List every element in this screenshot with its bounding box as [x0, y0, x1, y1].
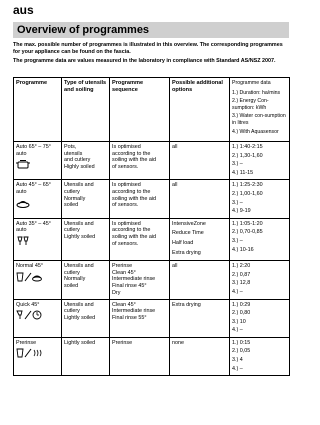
type-line: utensils	[64, 150, 83, 157]
header-options: Possible additional options	[170, 78, 230, 142]
cell-programme	[14, 218, 62, 260]
data-value: 3.) –	[232, 161, 243, 168]
programme-symbol-label: auto	[16, 227, 27, 234]
data-value: 1.) 1:40-2:15	[232, 144, 263, 150]
header-data-title: Programme data	[232, 80, 271, 86]
sequence-line: Intermediate rinse	[112, 276, 156, 283]
header-programme-data	[230, 78, 290, 142]
type-line: Lightly soiled	[64, 233, 96, 240]
header-data-item-aquasensor: 4.) With Aquasensor	[232, 128, 279, 135]
sequence-line: soiling with the aid	[112, 233, 157, 240]
intro-paragraph-2: The programme data are values measured in the laboratory in compliance with Standard AS/NSZ 2007.	[13, 58, 276, 64]
sequence-line: Clean 45°	[112, 269, 136, 276]
cell-sequence	[110, 218, 170, 260]
sequence-line: of sensors.	[112, 202, 139, 209]
option-item: Extra drying	[172, 249, 201, 256]
table-header-row	[14, 78, 290, 142]
sequence-line: according to the	[112, 150, 151, 157]
cell-programme	[14, 299, 62, 337]
intro-paragraph-1: The max. possible number of programmes is illustrated in this overview. The corresponding programmes for your appliance can be found on the fascia.	[13, 42, 283, 55]
data-value: 4.) 11-15	[232, 169, 254, 176]
glasses-icon	[16, 236, 59, 246]
cell-type	[62, 142, 110, 180]
cell-data	[230, 142, 290, 180]
sequence-line: soiling with the aid	[112, 195, 157, 202]
sequence-line: Prerinse	[112, 339, 133, 346]
programme-table	[13, 77, 290, 376]
option-item: all	[172, 263, 178, 270]
data-value: 3.) –	[232, 237, 243, 244]
option-item: IntensiveZone	[172, 220, 206, 227]
cell-programme	[14, 337, 62, 375]
header-data-item-energy: 2.) Energy Con-sumption: kWh	[232, 98, 269, 111]
data-value: 3.) 10	[232, 318, 246, 325]
option-item: Reduce Time	[172, 230, 204, 237]
table-row	[14, 180, 290, 218]
header-programme: Programme	[14, 78, 62, 142]
dishes-icon	[16, 198, 59, 208]
sequence-line: of sensors.	[112, 240, 139, 247]
sequence-line: Is optimised	[112, 182, 141, 189]
intro-text	[13, 42, 291, 67]
table-row	[14, 299, 290, 337]
type-line: Lightly soiled	[64, 339, 96, 346]
data-value: 1.) 1:05-1:20	[232, 220, 263, 227]
data-value: 4.) 10-16	[232, 246, 254, 253]
cell-data	[230, 261, 290, 299]
sequence-line: Clean 45°	[112, 301, 136, 308]
type-line: cutlery	[64, 269, 80, 276]
cell-type	[62, 218, 110, 260]
cell-data	[230, 337, 290, 375]
type-line: Utensils and	[64, 220, 94, 227]
programme-name: Normal 45°	[16, 263, 44, 270]
sequence-line: Dry	[112, 289, 121, 296]
data-value: 2.) 0,80	[232, 310, 251, 317]
programme-symbol-label: auto	[16, 150, 27, 157]
programme-symbol-label: auto	[16, 188, 27, 195]
data-value: 2.) 1,30-1,60	[232, 152, 263, 159]
sequence-line: according to the	[112, 227, 151, 234]
option-item: Half load	[172, 239, 194, 246]
data-value: 2.) 1,00-1,60	[232, 190, 263, 197]
type-line: Lightly soiled	[64, 314, 96, 321]
section-title: Overview of programmes	[13, 22, 289, 38]
cell-programme	[14, 261, 62, 299]
type-line: Utensils and	[64, 301, 94, 308]
quick-icon	[16, 310, 59, 320]
data-value: 2.) 0,87	[232, 271, 251, 278]
programme-name: Auto 45° – 65°	[16, 182, 51, 189]
data-value: 1.) 2:20	[232, 263, 251, 270]
table-row	[14, 337, 290, 375]
option-item: all	[172, 182, 178, 189]
header-sequence: Programme sequence	[110, 78, 170, 142]
type-line: Utensils and	[64, 182, 94, 189]
cell-sequence	[110, 142, 170, 180]
sequence-line: according to the	[112, 188, 151, 195]
pot-icon	[16, 159, 59, 169]
type-line: Normally	[64, 195, 86, 202]
data-value: 2.) 0,05	[232, 348, 251, 355]
data-value: 4.) –	[232, 365, 243, 372]
cell-data	[230, 180, 290, 218]
cell-sequence	[110, 180, 170, 218]
cell-options	[170, 180, 230, 218]
type-line: cutlery	[64, 227, 80, 234]
cell-type	[62, 337, 110, 375]
type-line: and cutlery	[64, 157, 91, 164]
cell-sequence	[110, 299, 170, 337]
eco-icon	[16, 272, 59, 282]
cell-options	[170, 261, 230, 299]
programme-name: Auto 35° – 45°	[16, 220, 51, 227]
data-value: 1.) 0:15	[232, 339, 251, 346]
cell-data	[230, 218, 290, 260]
cell-options	[170, 218, 230, 260]
cell-options	[170, 299, 230, 337]
data-value: 3.) 4	[232, 357, 243, 364]
cell-sequence	[110, 337, 170, 375]
data-value: 1.) 1:25-2:30	[232, 182, 263, 189]
data-value: 2.) 0,70-0,85	[232, 229, 263, 236]
option-item: all	[172, 144, 178, 150]
type-line: Pots,	[64, 144, 77, 150]
sequence-line: Is optimised	[112, 220, 141, 227]
sequence-line: Final rinse 45°	[112, 282, 147, 289]
language-tag: aus	[13, 3, 34, 17]
cell-options	[170, 337, 230, 375]
programme-name: Quick 45°	[16, 301, 40, 308]
data-value: 1.) 0:29	[232, 301, 251, 308]
sequence-line: soiling with the aid	[112, 157, 157, 164]
type-line: Normally	[64, 276, 86, 283]
type-line: cutlery	[64, 308, 80, 315]
data-value: 3.) 12,8	[232, 280, 251, 287]
table-row	[14, 261, 290, 299]
sequence-line: Prerinse	[112, 263, 133, 270]
cell-data	[230, 299, 290, 337]
header-type: Type of utensils and soiling	[62, 78, 110, 142]
prerinse-icon	[16, 348, 59, 358]
table-row	[14, 218, 290, 260]
cell-type	[62, 299, 110, 337]
sequence-line: Is optimised	[112, 144, 141, 150]
table-row	[14, 142, 290, 180]
type-line: soiled	[64, 202, 79, 209]
type-line: cutlery	[64, 188, 80, 195]
option-item: Extra drying	[172, 301, 201, 308]
option-item: none	[172, 339, 184, 346]
type-line: Highly soiled	[64, 163, 95, 170]
cell-programme	[14, 180, 62, 218]
sequence-line: of sensors.	[112, 163, 139, 170]
data-value: 3.) –	[232, 199, 243, 206]
cell-type	[62, 261, 110, 299]
programme-name: Auto 65° – 75°	[16, 144, 51, 150]
header-data-item-duration: 1.) Duration: ha/mins	[232, 89, 281, 96]
sequence-line: Intermediate rinse	[112, 308, 156, 315]
sequence-line: Final rinse 55°	[112, 314, 147, 321]
data-value: 4.) –	[232, 288, 243, 295]
type-line: soiled	[64, 282, 79, 289]
cell-programme	[14, 142, 62, 180]
programme-name: Prerinse	[16, 339, 37, 346]
cell-options	[170, 142, 230, 180]
cell-type	[62, 180, 110, 218]
type-line: Utensils and	[64, 263, 94, 270]
cell-sequence	[110, 261, 170, 299]
header-data-item-water: 3.) Water con-sumption in litres	[232, 113, 286, 126]
data-value: 4.) –	[232, 327, 243, 334]
data-value: 4.) 9-19	[232, 208, 251, 215]
